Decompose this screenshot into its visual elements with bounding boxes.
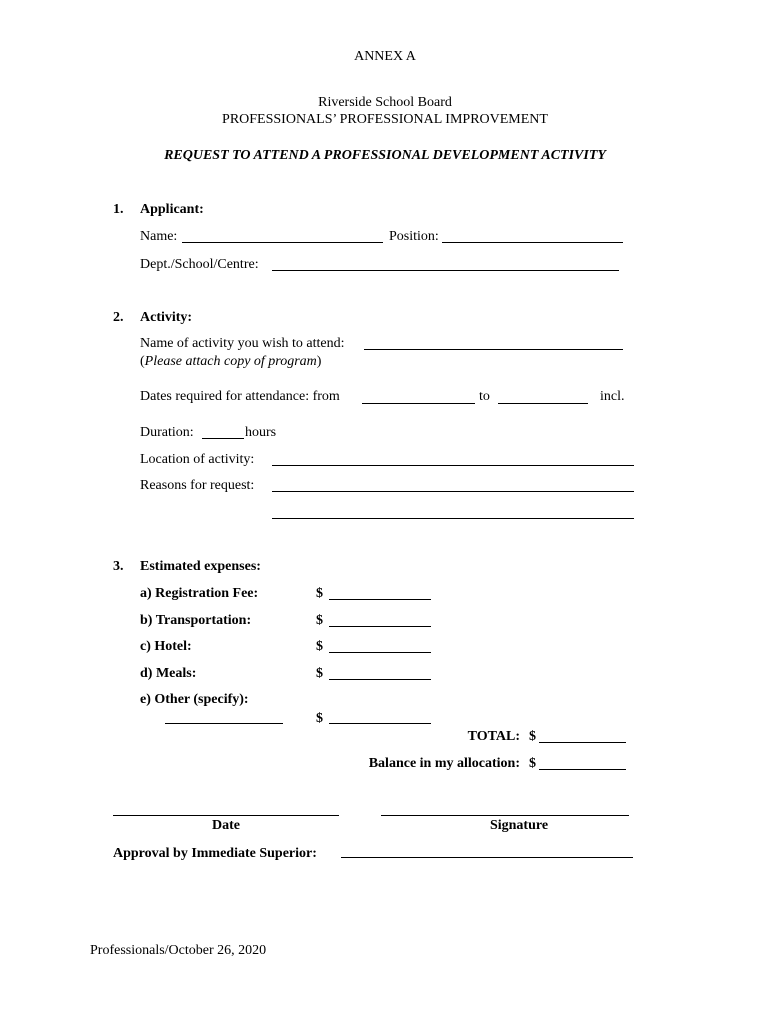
reasons-field-line-2[interactable] <box>272 518 634 519</box>
location-label: Location of activity: <box>140 452 255 467</box>
reasons-field-line-1[interactable] <box>272 491 634 492</box>
annex-label: ANNEX A <box>354 49 416 64</box>
approval-label: Approval by Immediate Superior: <box>113 846 317 861</box>
signature-label: Signature <box>489 818 549 833</box>
dates-to-label: to <box>479 389 490 404</box>
section-1-heading: Applicant: <box>140 202 204 217</box>
hotel-field[interactable] <box>329 652 431 653</box>
dates-from-label: Dates required for attendance: from <box>140 389 340 404</box>
date-to-field[interactable] <box>498 403 588 404</box>
balance-field[interactable] <box>539 769 626 770</box>
currency-sign: $ <box>316 613 323 628</box>
other-amount-field[interactable] <box>329 723 431 724</box>
total-field[interactable] <box>539 742 626 743</box>
hours-label: hours <box>245 425 277 440</box>
currency-sign: $ <box>316 639 323 654</box>
meals-label: d) Meals: <box>140 666 197 681</box>
meals-field[interactable] <box>329 679 431 680</box>
attach-program-note: (Please attach copy of program) <box>140 354 322 369</box>
currency-sign: $ <box>316 711 323 726</box>
position-label: Position: <box>389 229 439 244</box>
hotel-label: c) Hotel: <box>140 639 192 654</box>
activity-name-label: Name of activity you wish to attend: <box>140 336 345 351</box>
currency-sign: $ <box>529 756 536 771</box>
section-3-heading: Estimated expenses: <box>140 559 261 574</box>
total-label: TOTAL: <box>467 729 520 744</box>
currency-sign: $ <box>316 586 323 601</box>
name-field[interactable] <box>182 242 383 243</box>
school-board-name: Riverside School Board <box>318 95 452 110</box>
section-2-number: 2. <box>113 310 124 325</box>
section-2-heading: Activity: <box>140 310 193 325</box>
reasons-label: Reasons for request: <box>140 478 255 493</box>
activity-name-field[interactable] <box>364 349 623 350</box>
approval-field[interactable] <box>341 857 633 858</box>
currency-sign: $ <box>529 729 536 744</box>
currency-sign: $ <box>316 666 323 681</box>
program-name: PROFESSIONALS’ PROFESSIONAL IMPROVEMENT <box>222 112 548 127</box>
registration-fee-label: a) Registration Fee: <box>140 586 259 601</box>
section-1-number: 1. <box>113 202 124 217</box>
footer-text: Professionals/October 26, 2020 <box>90 943 267 958</box>
incl-label: incl. <box>600 389 625 404</box>
duration-label: Duration: <box>140 425 194 440</box>
date-field[interactable] <box>113 815 339 816</box>
other-specify-label: e) Other (specify): <box>140 692 249 707</box>
signature-field[interactable] <box>381 815 629 816</box>
balance-label: Balance in my allocation: <box>368 756 520 771</box>
transportation-field[interactable] <box>329 626 431 627</box>
name-label: Name: <box>140 229 178 244</box>
position-field[interactable] <box>442 242 623 243</box>
other-specify-field[interactable] <box>165 723 283 724</box>
dept-label: Dept./School/Centre: <box>140 257 259 272</box>
location-field[interactable] <box>272 465 634 466</box>
form-title: REQUEST TO ATTEND A PROFESSIONAL DEVELOPMENT ACTIVITY <box>164 148 606 163</box>
date-label: Date <box>212 818 240 833</box>
transportation-label: b) Transportation: <box>140 613 252 628</box>
dept-field[interactable] <box>272 270 619 271</box>
date-from-field[interactable] <box>362 403 475 404</box>
duration-field[interactable] <box>202 438 244 439</box>
section-3-number: 3. <box>113 559 124 574</box>
registration-fee-field[interactable] <box>329 599 431 600</box>
